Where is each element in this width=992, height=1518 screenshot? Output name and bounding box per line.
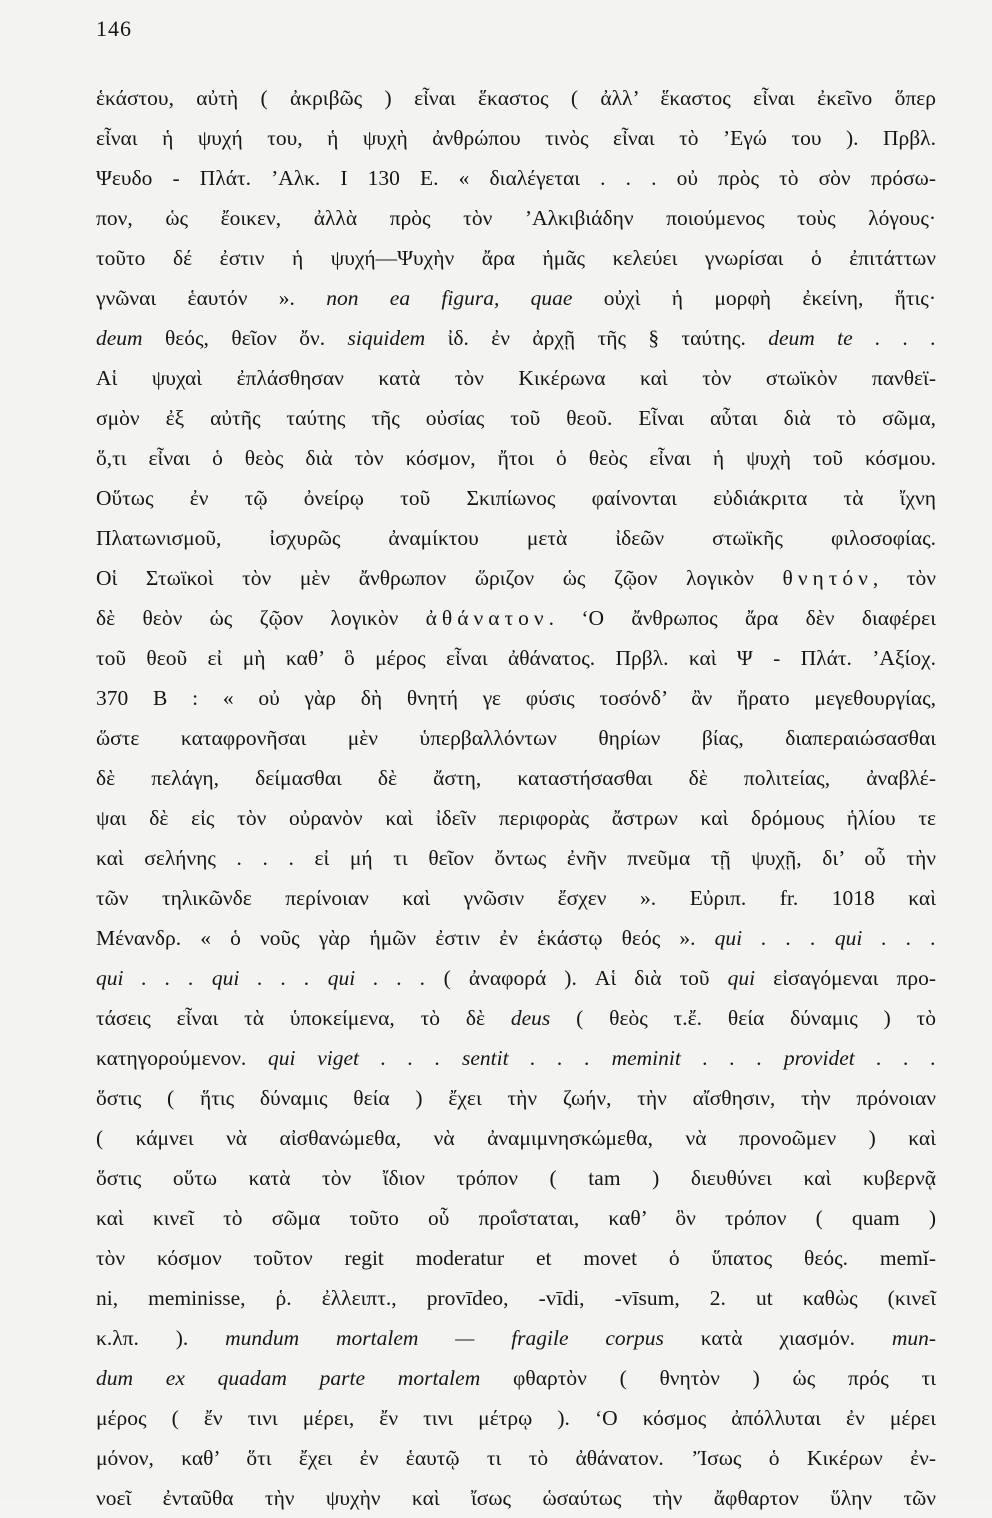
text-line bbox=[96, 278, 936, 318]
text-segment: κατὰ χιασμόν. bbox=[663, 1326, 892, 1350]
text-line bbox=[96, 758, 936, 798]
text-line bbox=[96, 838, 936, 878]
text-line bbox=[96, 1038, 936, 1078]
text-segment: ὅστις οὕτω κατὰ τὸν ἴδιον τρόπον ( tam ) διευθύνει καὶ κυβερνᾷ bbox=[96, 1166, 936, 1190]
text-line bbox=[96, 358, 936, 398]
italic-text: mun- bbox=[891, 1326, 936, 1350]
text-line bbox=[96, 598, 936, 638]
italic-text: siquidem bbox=[347, 326, 426, 350]
text-line bbox=[96, 1398, 936, 1438]
text-line bbox=[96, 1478, 936, 1518]
text-line bbox=[96, 1118, 936, 1158]
text-line bbox=[96, 1158, 936, 1198]
commentary-text bbox=[96, 78, 936, 1518]
italic-text: deum bbox=[96, 326, 143, 350]
text-segment: γνῶναι ἑαυτόν ». bbox=[96, 286, 327, 310]
text-line bbox=[96, 878, 936, 918]
text-line bbox=[96, 1278, 936, 1318]
text-segment: , τὸν bbox=[872, 566, 936, 590]
text-line bbox=[96, 918, 936, 958]
text-segment: ἑκάστου, αὐτὴ ( ἀκριβῶς ) εἶναι ἕκαστος ( ἀλλ’ ἕκαστος εἶναι ἐκεῖνο ὅπερ bbox=[96, 86, 936, 110]
text-line bbox=[96, 478, 936, 518]
text-line bbox=[96, 398, 936, 438]
text-segment: οὐχὶ ἡ μορφὴ ἐκείνη, ἥτις· bbox=[572, 286, 936, 310]
italic-text: non ea figura, quae bbox=[326, 286, 573, 310]
text-line bbox=[96, 678, 936, 718]
text-segment: τάσεις εἶναι τὰ ὑποκείμενα, τὸ δὲ bbox=[96, 1006, 511, 1030]
text-line bbox=[96, 118, 936, 158]
text-segment: ὅ,τι εἶναι ὁ θεὸς διὰ τὸν κόσμον, ἤτοι ὁ θεὸς εἶναι ἡ ψυχὴ τοῦ κόσμου. bbox=[96, 446, 936, 470]
text-segment: δὲ θεὸν ὡς ζῷον λογικὸν bbox=[96, 606, 426, 630]
text-segment: τὸν κόσμον τοῦτον regit moderatur et movet ὁ ὕπατος θεός. memĭ- bbox=[96, 1246, 936, 1270]
text-line bbox=[96, 78, 936, 118]
text-segment: τοῦ θεοῦ εἰ μὴ καθ’ ὃ μέρος εἶναι ἀθάνατος. Πρβλ. καὶ Ψ - Πλάτ. ’Αξίοχ. bbox=[96, 646, 936, 670]
text-segment: καὶ κινεῖ τὸ σῶμα τοῦτο οὗ προΐσταται, καθ’ ὃν τρόπον ( quam ) bbox=[96, 1206, 936, 1230]
italic-text: qui viget . . . sentit . . . meminit . . . providet . . . bbox=[268, 1046, 936, 1070]
italic-text: qui . . . qui . . . qui . . . bbox=[96, 966, 426, 990]
text-segment: δὲ πελάγη, δείμασθαι δὲ ἄστη, καταστήσασθαι δὲ πολιτείας, ἀναβλέ- bbox=[96, 766, 936, 790]
text-segment: ( ἀναφορά ). Αἱ διὰ τοῦ bbox=[425, 966, 728, 990]
text-segment: Αἱ ψυχαὶ ἐπλάσθησαν κατὰ τὸν Κικέρωνα καὶ τὸν στωϊκὸν πανθεϊ- bbox=[96, 366, 936, 390]
text-line bbox=[96, 958, 936, 998]
text-line bbox=[96, 798, 936, 838]
italic-text: qui . . . qui . . . bbox=[714, 926, 936, 950]
text-segment: κ.λπ. ). bbox=[96, 1326, 226, 1350]
text-segment: πον, ὡς ἔοικεν, ἀλλὰ πρὸς τὸν ’Αλκιβιάδην ποιούμενος τοὺς λόγους· bbox=[96, 206, 936, 230]
text-segment: νοεῖ ἐνταῦθα τὴν ψυχὴν καὶ ἴσως ὡσαύτως τὴν ἄφθαρτον ὕλην τῶν bbox=[96, 1486, 936, 1510]
text-segment: ἰδ. ἐν ἀρχῇ τῆς § ταύτης. bbox=[425, 326, 769, 350]
text-line bbox=[96, 158, 936, 198]
text-line bbox=[96, 998, 936, 1038]
italic-text: mundum mortalem — fragile corpus bbox=[225, 1326, 664, 1350]
text-segment: Οἱ Στωϊκοὶ τὸν μὲν ἄνθρωπον ὥριζον ὡς ζῷον λογικὸν bbox=[96, 566, 783, 590]
text-segment: κατηγορούμενον. bbox=[96, 1046, 269, 1070]
spaced-text: ἀθάνατον bbox=[425, 606, 549, 630]
text-segment: καὶ σελήνης . . . εἰ μή τι θεῖον ὄντως ἐνῆν πνεῦμα τῇ ψυχῇ, δι’ οὗ τὴν bbox=[96, 846, 936, 870]
text-segment: εἶναι ἡ ψυχή του, ἡ ψυχὴ ἀνθρώπου τινὸς εἶναι τὸ ’Εγώ του ). Πρβλ. bbox=[96, 126, 936, 150]
italic-text: deus bbox=[510, 1006, 551, 1030]
text-segment: ὥστε καταφρονῆσαι μὲν ὑπερβαλλόντων θηρίων βίας, διαπεραιώσασθαι bbox=[96, 726, 936, 750]
text-line bbox=[96, 198, 936, 238]
text-segment: ὅστις ( ἥτις δύναμις θεία ) ἔχει τὴν ζωήν, τὴν αἴσθησιν, τὴν πρόνοιαν bbox=[96, 1086, 936, 1110]
text-segment: Ψευδο - Πλάτ. ’Αλκ. Ι 130 Ε. « διαλέγεται . . . οὐ πρὸς τὸ σὸν πρόσω- bbox=[96, 166, 936, 190]
text-segment: 370 Β : « οὐ γὰρ δὴ θνητή γε φύσις τοσόνδ’ ἂν ἤρατο μεγεθουργίας, bbox=[96, 686, 936, 710]
spaced-text: θνητόν bbox=[782, 566, 873, 590]
text-segment: θεός, θεῖον ὄν. bbox=[142, 326, 348, 350]
text-segment: ( θεὸς τ.ἔ. θεία δύναμις ) τὸ bbox=[550, 1006, 937, 1030]
text-segment: ni, meminisse, ῥ. ἐλλειπτ., provīdeo, -vīdi, -vīsum, 2. ut καθὼς (κινεῖ bbox=[96, 1286, 936, 1310]
italic-text: qui bbox=[727, 966, 756, 990]
text-segment: μέρος ( ἔν τινι μέρει, ἔν τινι μέτρῳ ). ‘Ο κόσμος ἀπόλλυται ἐν μέρει bbox=[96, 1406, 936, 1430]
text-segment: Μένανδρ. « ὁ νοῦς γὰρ ἡμῶν ἐστιν ἐν ἑκάστῳ θεός ». bbox=[96, 926, 715, 950]
text-segment: τοῦτο δέ ἐστιν ἡ ψυχή—Ψυχὴν ἄρα ἡμᾶς κελεύει γνωρίσαι ὁ ἐπιτάττων bbox=[96, 246, 936, 270]
text-segment: . ‘Ο ἄνθρωπος ἄρα δὲν διαφέρει bbox=[548, 606, 936, 630]
text-segment: τῶν τηλικῶνδε περίνοιαν καὶ γνῶσιν ἔσχεν ». Εὐριπ. fr. 1018 καὶ bbox=[96, 886, 936, 910]
text-line bbox=[96, 518, 936, 558]
text-line bbox=[96, 1078, 936, 1118]
text-line bbox=[96, 438, 936, 478]
page-number: 146 bbox=[96, 16, 132, 41]
text-line bbox=[96, 1438, 936, 1478]
text-segment: Πλατωνισμοῦ, ἰσχυρῶς ἀναμίκτου μετὰ ἰδεῶν στωϊκῆς φιλοσοφίας. bbox=[96, 526, 936, 550]
text-line bbox=[96, 718, 936, 758]
text-segment: ψαι δὲ εἰς τὸν οὐρανὸν καὶ ἰδεῖν περιφορὰς ἄστρων καὶ δρόμους ἡλίου τε bbox=[96, 806, 936, 830]
italic-text: dum ex quadam parte mortalem bbox=[96, 1366, 481, 1390]
text-segment: μόνον, καθ’ ὅτι ἔχει ἐν ἑαυτῷ τι τὸ ἀθάνατον. ’Ίσως ὁ Κικέρων ἐν- bbox=[96, 1446, 936, 1470]
text-line bbox=[96, 1358, 936, 1398]
text-segment: ( κάμνει νὰ αἰσθανώμεθα, νὰ ἀναμιμνησκώμεθα, νὰ προνοῶμεν ) καὶ bbox=[96, 1126, 936, 1150]
text-line bbox=[96, 638, 936, 678]
text-segment: Οὕτως ἐν τῷ ὀνείρῳ τοῦ Σκιπίωνος φαίνονται εὐδιάκριτα τὰ ἴχνη bbox=[96, 486, 936, 510]
text-line bbox=[96, 1238, 936, 1278]
text-line bbox=[96, 318, 936, 358]
text-line bbox=[96, 1318, 936, 1358]
text-segment: εἰσαγόμεναι προ- bbox=[755, 966, 936, 990]
italic-text: deum te . . . bbox=[768, 326, 936, 350]
text-line bbox=[96, 1198, 936, 1238]
text-segment: σμὸν ἐξ αὐτῆς ταύτης τῆς οὐσίας τοῦ θεοῦ. Εἶναι αὗται διὰ τὸ σῶμα, bbox=[96, 406, 936, 430]
text-segment: φθαρτὸν ( θνητὸν ) ὡς πρός τι bbox=[480, 1366, 936, 1390]
text-line bbox=[96, 238, 936, 278]
text-line bbox=[96, 558, 936, 598]
